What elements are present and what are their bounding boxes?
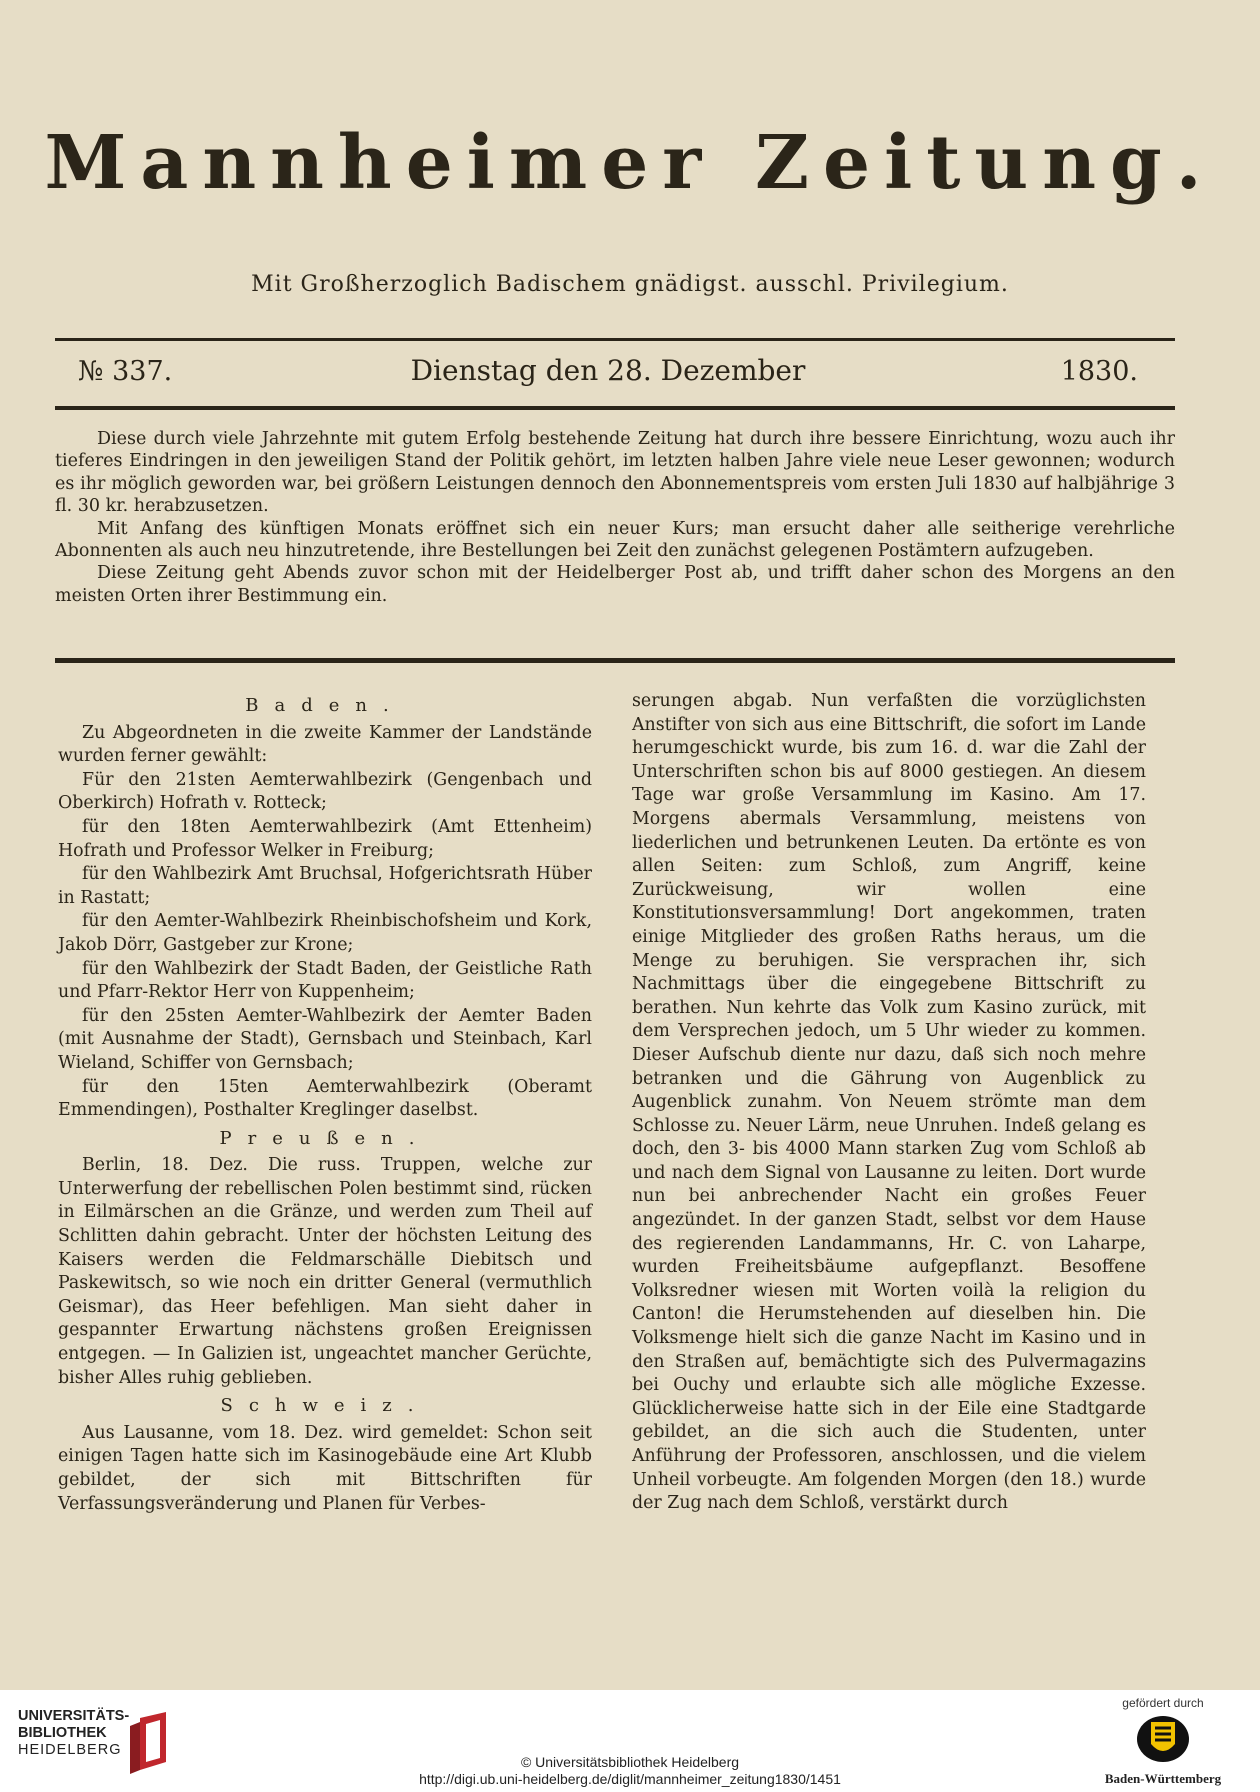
article-paragraph: für den 18ten Aemterwahlbezirk (Amt Ettenheim) Hofrath und Professor Welker in Freiburg; bbox=[58, 816, 592, 861]
article-paragraph: Zu Abgeordneten in die zweite Kammer der Landstände wurden ferner gewählt: bbox=[58, 722, 592, 767]
library-name-line: UNIVERSITÄTS- bbox=[18, 1708, 130, 1724]
article-paragraph: Berlin, 18. Dez. Die russ. Truppen, welche zur Unterwerfung der rebellischen Polen bestimmt sind, rücken in Eilmärschen an die Gränze, und werden zum Theil auf Schlitten dahin gebracht. Unter der höchsten Leitung des Kaisers werden die Feldmarschälle Diebitsch und Paskewitsch, so wie noch ein dritter General (vermuthlich Geismar), das Heer befehligen. Man sieht daher in gespannter Erwartung nächstens großen Ereignissen entgegen. — In Galizien ist, ungeachtet mancher Gerüchte, bisher Alles ruhig geblieben. bbox=[58, 1155, 592, 1388]
article-paragraph: für den Wahlbezirk der Stadt Baden, der Geistliche Rath und Pfarr-Rektor Herr von Kuppenheim; bbox=[58, 958, 592, 1003]
article-paragraph: Aus Lausanne, vom 18. Dez. wird gemeldet: Schon seit einigen Tagen hatte sich im Kasinogebäude eine Art Klubb gebildet, der sich mit Bittschriften für Verfassungsveränderung und Planen für Verbes- bbox=[58, 1422, 592, 1514]
article-paragraph: für den 15ten Aemterwahlbezirk (Oberamt Emmendingen), Posthalter Kreglinger daselbst. bbox=[58, 1076, 592, 1121]
newspaper-title: Mannheimer Zeitung. bbox=[44, 120, 1216, 206]
issue-date: Dienstag den 28. Dezember bbox=[410, 354, 806, 387]
subscription-notice bbox=[55, 428, 1175, 607]
digitization-footer bbox=[0, 1690, 1260, 1792]
issue-number: № 337. bbox=[78, 356, 173, 387]
copyright-notice bbox=[0, 1754, 1260, 1788]
right-column bbox=[632, 690, 1146, 1516]
rule-top bbox=[55, 338, 1175, 341]
funder-block bbox=[1088, 1696, 1238, 1787]
section-heading-baden: Baden. bbox=[245, 695, 405, 716]
copyright-text: © Universitätsbibliothek Heidelberg bbox=[520, 1754, 740, 1770]
coat-of-arms-icon bbox=[1135, 1714, 1191, 1764]
funded-by-label: gefördert durch bbox=[1122, 1696, 1204, 1710]
article-paragraph: für den Aemter-Wahlbezirk Rheinbischofsheim und Kork, Jakob Dörr, Gastgeber zur Krone; bbox=[58, 911, 592, 955]
article-paragraph: für den 25sten Aemter-Wahlbezirk der Aemter Baden (mit Ausnahme der Stadt), Gernsbach und Steinbach, Karl Wieland, Schiffer von Gernsbach; bbox=[58, 1005, 592, 1073]
article-paragraph: serungen abgab. Nun verfaßten die vorzüglichsten Anstifter von sich aus eine Bittschrift, die sofort im Lande herumgeschickt wurde, bis zum 16. d. war die Zahl der Unterschriften schon bis auf 8000 gestiegen. An diesem Tage war große Versammlung im Kasino. Am 17. Morgens abermals Versammlung, meistens von liederlichen und betrunkenen Leuten. Da ertönte es von allen Seiten: zum Schloß, zum Angriff, keine Zurückweisung, wir wollen eine Konstitutionsversammlung! Dort angekommen, traten einige Mitglieder des großen Raths heraus, um die Menge zu beruhigen. Sie versprachen ihr, sich Nachmittags über die eingegebene Bittschrift zu berathen. Nun kehrte das Volk zum Kasino zurück, mit dem Versprechen jedoch, um 5 Uhr wieder zu kommen. Dieser Aufschub diente nur dazu, daß sich noch mehre betranken und die Gährung von Augenblick zu Augenblick zunahm. Von Neuem strömte man dem Schlosse zu. Neuer Lärm, neue Unruhen. Indeß gelang es doch, den 3- bis 4000 Mann starken Zug vom Schloß ab und nach dem Signal von Lausanne zu leiten. Dort wurde nun bei anbrechender Nacht ein großes Feuer angezündet. In der ganzen Stadt, selbst vor dem Hause des regierenden Landammanns, Hr. C. von Laharpe, wurden Freiheitsbäume aufgepflanzt. Besoffene Volksredner wiesen mit Worten voilà la religion du Canton! die Herumstehenden auf dieselben hin. Die Volksmenge hielt sich die ganze Nacht im Kasino und in den Straßen auf, bemächtigte sich des Pulvermagazins bei Ouchy und erlaubte sich alle mögliche Exzesse. Glücklicherweise hatte sich in der Eile eine Stadtgarde gebildet, an die sich auch die Studenten, unter Anführung der Professoren, anschlossen, und die vielem Unheil vorbeugte. Am folgenden Morgen (den 18.) wurde der Zug nach dem Schloß, verstärkt durch bbox=[632, 691, 1146, 1514]
notice-paragraph: Diese Zeitung geht Abends zuvor schon mit der Heidelberger Post ab, und trifft daher schon des Morgens an den meisten Orten ihrer Bestimmung ein. bbox=[55, 563, 1175, 606]
rule-bottom bbox=[55, 658, 1175, 663]
section-heading-preussen: Preußen. bbox=[219, 1127, 431, 1149]
issue-header bbox=[78, 352, 1138, 396]
left-column bbox=[58, 690, 592, 1516]
notice-paragraph: Mit Anfang des künftigen Monats eröffnet sich ein neuer Kurs; man ersucht daher alle seitherige verehrliche Abonnenten als auch neu hinzutretende, ihre Bestellungen bei Zeit den zunächst gelegenen Postämtern aufzugeben. bbox=[55, 518, 1175, 562]
article-paragraph: Für den 21sten Aemterwahlbezirk (Gengenbach und Oberkirch) Hofrath v. Rotteck; bbox=[58, 769, 592, 814]
section-heading-schweiz: Schweiz. bbox=[220, 1395, 430, 1417]
library-name-line: BIBLIOTHEK bbox=[18, 1725, 107, 1741]
issue-year: 1830. bbox=[1060, 356, 1138, 387]
notice-paragraph: Diese durch viele Jahrzehnte mit gutem Erfolg bestehende Zeitung hat durch ihre bessere Einrichtung, wozu auch ihr tieferes Eindringen in den jeweiligen Stand der Politik gehört, im letzten halben Jahre viele neue Leser gewonnen; wodurch es ihr möglich geworden war, bei größern Leistungen dennoch den Abonnementspreis vom ersten Juli 1830 auf halbjährige 3 fl. 30 kr. herabzusetzen. bbox=[55, 429, 1175, 517]
state-name: Baden-Württemberg bbox=[1104, 1771, 1222, 1786]
article-paragraph: für den Wahlbezirk Amt Bruchsal, Hofgerichtsrath Hüber in Rastatt; bbox=[58, 864, 592, 908]
rule-middle bbox=[55, 406, 1175, 410]
library-name-line: HEIDELBERG bbox=[18, 1742, 122, 1758]
source-url-link[interactable]: http://digi.ub.uni-heidelberg.de/diglit/mannheimer_zeitung1830/1451 bbox=[419, 1771, 841, 1787]
privilege-line: Mit Großherzoglich Badischem gnädigst. ausschl. Privilegium. bbox=[251, 272, 1009, 297]
